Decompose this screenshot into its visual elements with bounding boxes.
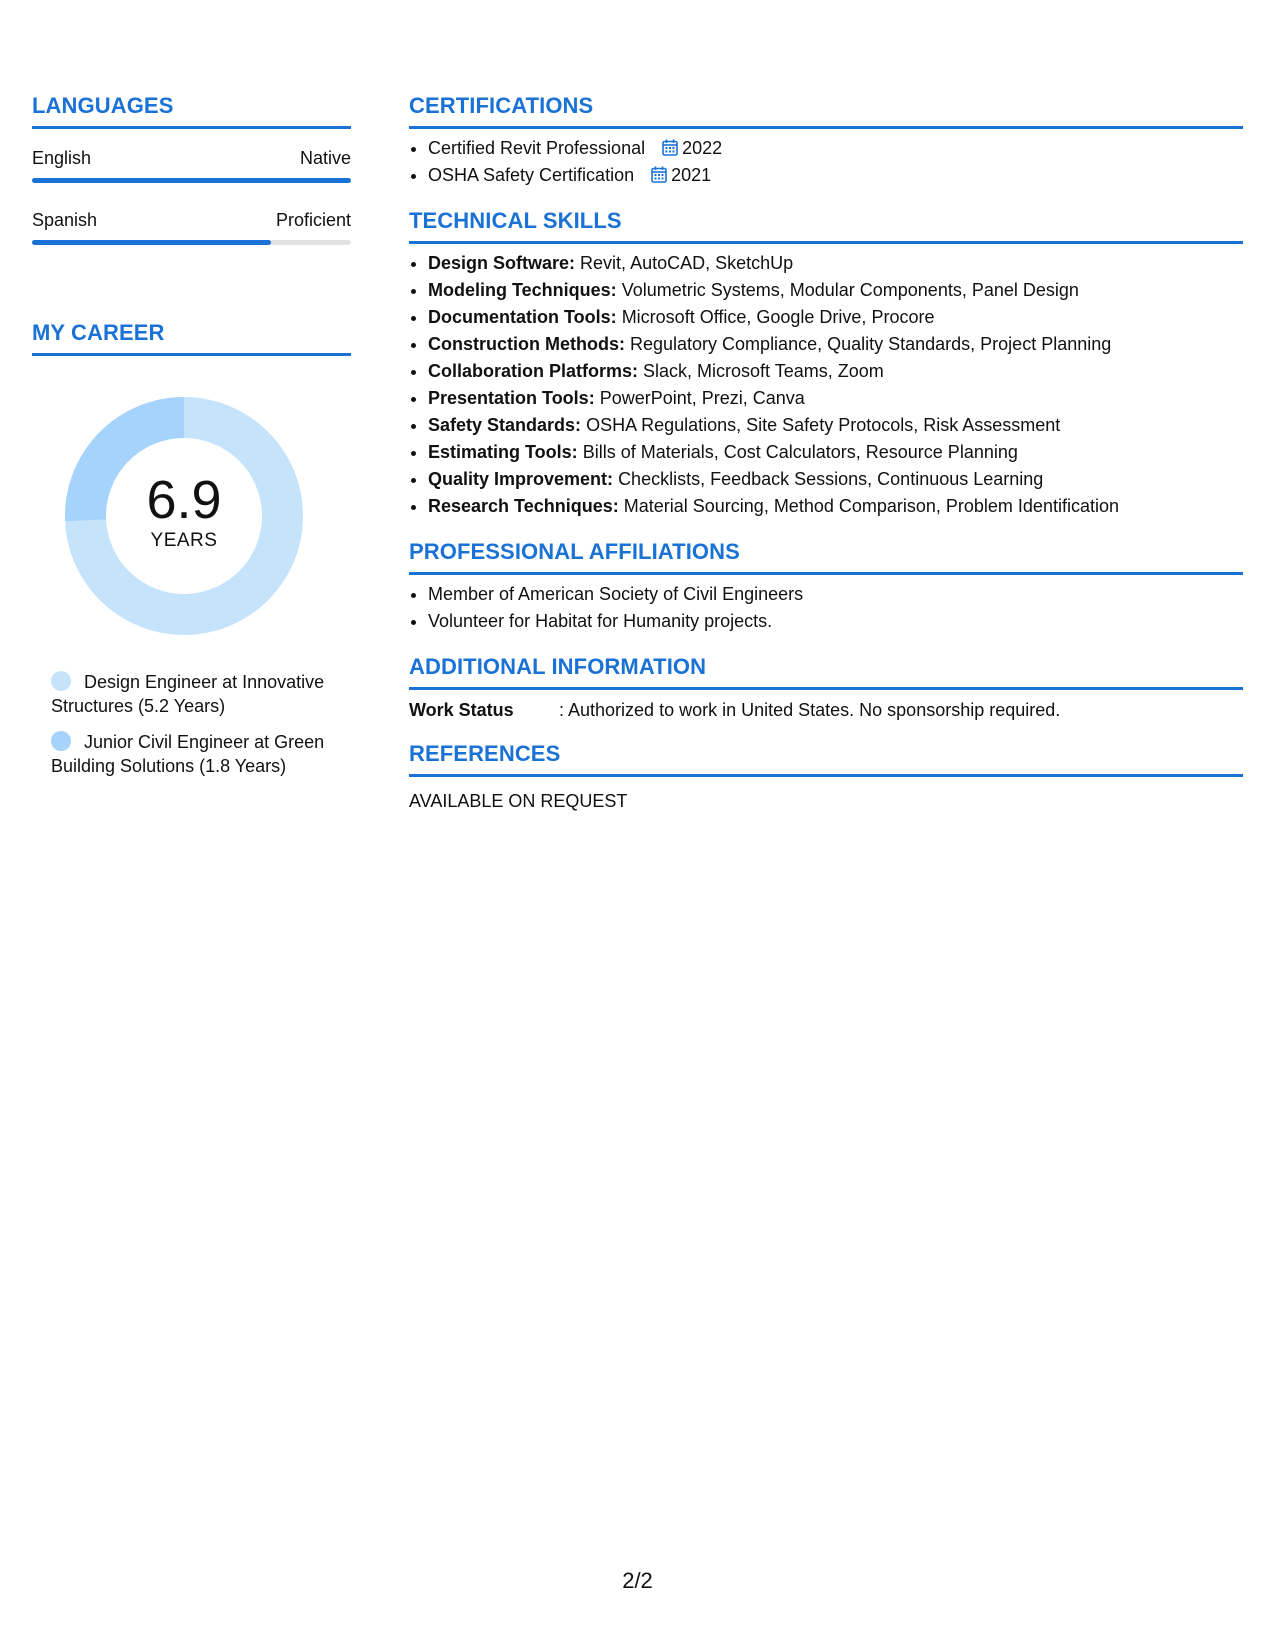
skill-value: Microsoft Office, Google Drive, Procore [621, 307, 935, 327]
skill-label: Documentation Tools: [428, 307, 617, 327]
skill-value: Regulatory Compliance, Quality Standards, Project Planning [630, 334, 1112, 354]
legend-dot-icon [51, 731, 71, 751]
career-legend [51, 670, 341, 778]
skill-label: Modeling Techniques: [428, 280, 617, 300]
technical-skills-list [409, 250, 1243, 520]
right-column [409, 92, 1243, 813]
skill-value: Material Sourcing, Method Comparison, Problem Identification [623, 496, 1119, 516]
languages-section [32, 92, 351, 245]
certifications-heading: CERTIFICATIONS [409, 92, 1243, 129]
technical-skills-section [409, 207, 1243, 520]
certification-year: 2022 [682, 138, 723, 158]
calendar-icon [662, 139, 678, 156]
calendar-icon [651, 166, 667, 183]
career-role-label: Junior Civil Engineer at Green Building Solutions (1.8 Years) [51, 732, 325, 776]
language-level: Native [299, 148, 351, 168]
language-level: Proficient [275, 210, 351, 230]
language-item-english [32, 147, 351, 183]
page-number: 2/2 [622, 1568, 653, 1593]
skill-label: Design Software: [428, 253, 576, 273]
affiliations-section [409, 538, 1243, 635]
skill-value: Slack, Microsoft Teams, Zoom [643, 361, 884, 381]
skill-value: Volumetric Systems, Modular Components, Panel Design [621, 280, 1079, 300]
skill-value: OSHA Regulations, Site Safety Protocols, Risk Assessment [586, 415, 1061, 435]
skill-label: Construction Methods: [428, 334, 625, 354]
career-total-years: 6.9 [146, 470, 222, 530]
certification-item [428, 162, 1243, 189]
skill-value: Revit, AutoCAD, SketchUp [580, 253, 794, 273]
work-status-value: : Authorized to work in United States. No sponsorship required. [559, 700, 1061, 720]
languages-heading: LANGUAGES [32, 92, 351, 129]
certifications-section [409, 92, 1243, 189]
references-heading: REFERENCES [409, 740, 1243, 777]
certification-name: Certified Revit Professional [428, 138, 646, 158]
language-proficiency-bar [32, 240, 351, 245]
affiliation-item: • Member of American Society of Civil Engineers [428, 581, 1243, 608]
skill-item [428, 439, 1243, 466]
skill-label: Quality Improvement: [428, 469, 614, 489]
skill-item [428, 331, 1243, 358]
language-proficiency-fill [32, 178, 351, 183]
skill-item [428, 385, 1243, 412]
career-heading: MY CAREER [32, 319, 351, 356]
skill-label: Collaboration Platforms: [428, 361, 639, 381]
language-proficiency-bar [32, 178, 351, 183]
technical-skills-heading: TECHNICAL SKILLS [409, 207, 1243, 244]
skill-value: PowerPoint, Prezi, Canva [599, 388, 805, 408]
career-legend-item [51, 730, 341, 778]
language-item-spanish [32, 209, 351, 245]
work-status-label: Work Status [409, 700, 514, 720]
skill-item [428, 466, 1243, 493]
additional-info-section [409, 653, 1243, 722]
skill-item [428, 412, 1243, 439]
skill-label: Estimating Tools: [428, 442, 578, 462]
legend-dot-icon [51, 671, 71, 691]
skill-label: Research Techniques: [428, 496, 619, 516]
skill-label: Presentation Tools: [428, 388, 595, 408]
work-status-row [409, 698, 1243, 722]
career-donut-chart [64, 396, 304, 636]
certifications-list [409, 135, 1243, 189]
references-text: AVAILABLE ON REQUEST [409, 791, 628, 811]
skill-value: Checklists, Feedback Sessions, Continuous Learning [618, 469, 1044, 489]
affiliations-list [409, 581, 1243, 635]
affiliation-item: • Volunteer for Habitat for Humanity projects. [428, 608, 1243, 635]
language-name: Spanish [32, 210, 98, 230]
skill-value: Bills of Materials, Cost Calculators, Resource Planning [582, 442, 1018, 462]
career-years-unit: YEARS [150, 530, 218, 551]
skill-item [428, 250, 1243, 277]
certification-year: 2021 [671, 165, 712, 185]
donut-center [64, 470, 304, 552]
skill-item [428, 493, 1243, 520]
language-proficiency-fill [32, 240, 271, 245]
career-section [32, 319, 351, 778]
affiliations-heading: PROFESSIONAL AFFILIATIONS [409, 538, 1243, 575]
references-section [409, 740, 1243, 813]
skill-item [428, 358, 1243, 385]
language-name: English [32, 148, 92, 168]
certification-item [428, 135, 1243, 162]
career-role-label: Design Engineer at Innovative Structures (5.2 Years) [51, 672, 325, 716]
additional-info-heading: ADDITIONAL INFORMATION [409, 653, 1243, 690]
skill-item [428, 304, 1243, 331]
career-legend-item [51, 670, 341, 718]
skill-label: Safety Standards: [428, 415, 582, 435]
skill-item [428, 277, 1243, 304]
certification-name: OSHA Safety Certification [428, 165, 635, 185]
left-column [32, 92, 351, 790]
